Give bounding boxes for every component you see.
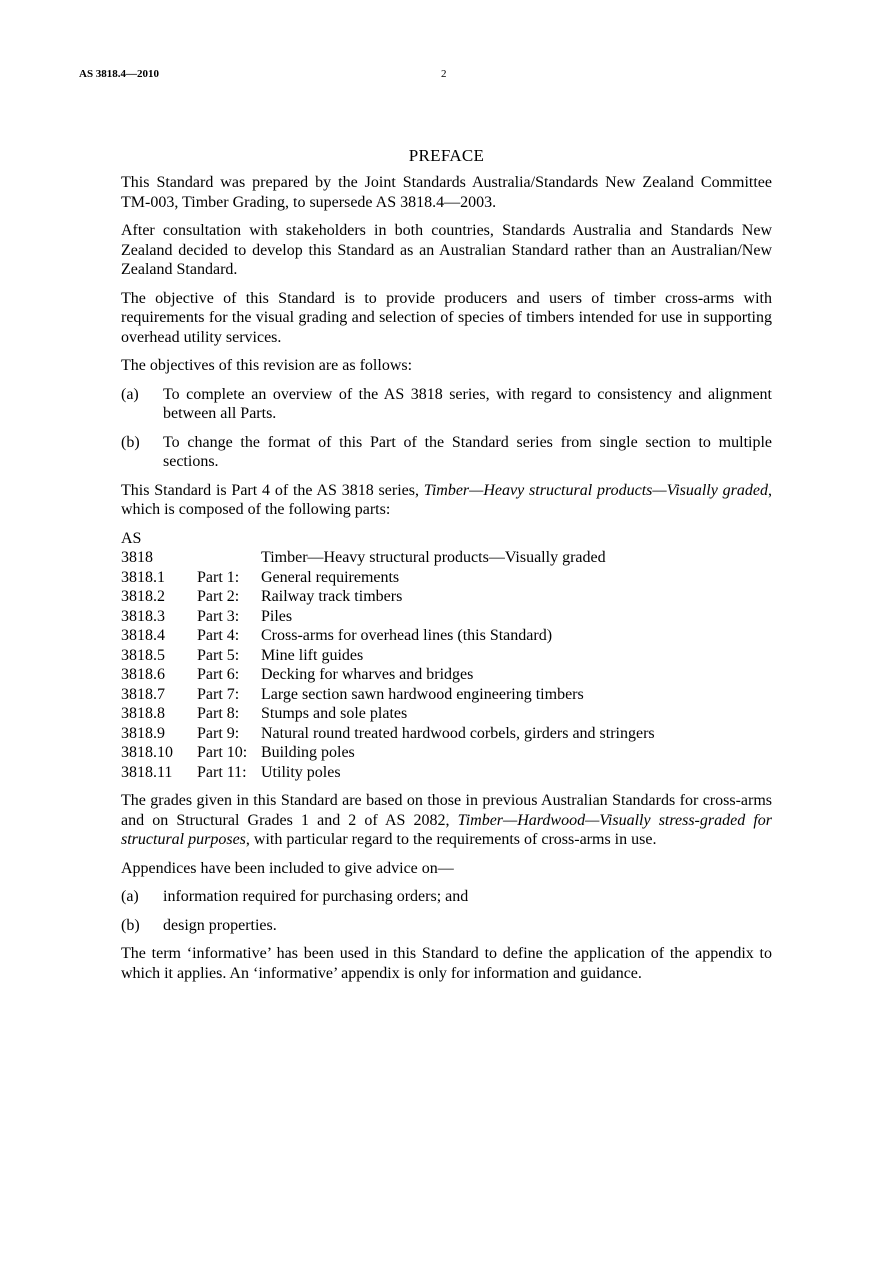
series-text-after: , which is composed of the following parts: xyxy=(121,481,772,518)
part-number: 3818.3 xyxy=(121,607,165,625)
part-title: Natural round treated hardwood corbels, girders and stringers xyxy=(261,724,655,742)
part-number: 3818.7 xyxy=(121,685,165,703)
list-item-text: To complete an overview of the AS 3818 series, with regard to consistency and alignment between all Parts. xyxy=(163,385,772,422)
parts-list-row xyxy=(121,646,772,666)
part-number: 3818.6 xyxy=(121,666,165,683)
part-number: 3818.9 xyxy=(121,724,165,742)
list-item xyxy=(121,385,772,424)
grades-text-before: The grades given in this Standard are based on those in previous Australian Standards for cross-arms and on Structural Grades 1 and 2 of AS 2082, xyxy=(121,792,772,829)
part-number: 3818 xyxy=(121,549,153,566)
paragraph-revision-intro: The objectives of this revision are as follows: xyxy=(121,357,413,374)
part-label: Part 6: xyxy=(197,666,240,683)
parts-list-row xyxy=(121,743,772,763)
part-number: 3818.4 xyxy=(121,627,165,644)
list-item xyxy=(121,433,772,472)
part-label: Part 5: xyxy=(197,646,240,664)
part-title: Mine lift guides xyxy=(261,646,364,664)
list-item-label: (a) xyxy=(121,385,139,403)
part-title: General requirements xyxy=(261,568,400,586)
parts-list-row xyxy=(121,587,772,607)
part-title: Decking for wharves and bridges xyxy=(261,666,474,683)
paragraph-consultation: After consultation with stakeholders in both countries, Standards Australia and Standards New Zealand decided to develop this Standard as an Australian Standard rather than an Australian/New Zealand Standard. xyxy=(121,222,772,278)
parts-list xyxy=(121,529,772,783)
grades-text-after: , with particular regard to the requirements of cross-arms in use. xyxy=(245,831,657,848)
part-title: Piles xyxy=(261,607,293,625)
parts-list-row xyxy=(121,685,772,705)
part-title: Utility poles xyxy=(261,763,341,781)
part-label: Part 7: xyxy=(197,685,240,703)
parts-list-row xyxy=(121,704,772,724)
parts-list-rows xyxy=(121,548,772,782)
part-title: Railway track timbers xyxy=(261,588,403,605)
part-label: Part 9: xyxy=(197,724,240,742)
list-item-label: (b) xyxy=(121,433,140,451)
part-label: Part 8: xyxy=(197,705,240,722)
parts-list-row xyxy=(121,724,772,744)
list-item-label: (a) xyxy=(121,888,139,905)
document-id: AS 3818.4—2010 xyxy=(79,68,160,80)
part-title: Large section sawn hardwood engineering timbers xyxy=(261,685,584,703)
page-title: PREFACE xyxy=(408,146,485,165)
part-title: Building poles xyxy=(261,744,355,761)
paragraph-informative: The term ‘informative’ has been used in this Standard to define the application of the appendix to which it applies. An ‘informative’ appendix is only for information and guidance. xyxy=(121,945,772,982)
part-label: Part 1: xyxy=(197,568,240,586)
list-item-text: design properties. xyxy=(163,916,277,934)
part-number: 3818.1 xyxy=(121,568,165,586)
part-title: Timber—Heavy structural products—Visually graded xyxy=(261,549,606,566)
paragraph-appendices-intro: Appendices have been included to give advice on— xyxy=(121,859,454,877)
part-number: 3818.11 xyxy=(121,763,173,781)
list-item-text: information required for purchasing orders; and xyxy=(163,888,469,905)
list-item-label: (b) xyxy=(121,916,140,934)
part-number: 3818.8 xyxy=(121,705,165,722)
parts-list-row xyxy=(121,607,772,627)
part-title: Stumps and sole plates xyxy=(261,705,408,722)
parts-list-row xyxy=(121,626,772,646)
page-number: 2 xyxy=(441,68,447,80)
list-item xyxy=(121,887,772,907)
list-item xyxy=(121,916,772,936)
parts-list-row xyxy=(121,568,772,588)
parts-list-heading: AS xyxy=(121,529,142,547)
part-label xyxy=(197,548,261,568)
parts-list-row xyxy=(121,665,772,685)
part-number: 3818.2 xyxy=(121,588,165,605)
part-label: Part 10: xyxy=(197,744,248,761)
part-title: Cross-arms for overhead lines (this Standard) xyxy=(261,627,553,644)
list-item-text: To change the format of this Part of the Standard series from single section to multiple sections. xyxy=(163,433,772,470)
page-content xyxy=(121,145,772,992)
part-number: 3818.10 xyxy=(121,744,173,761)
paragraph-grades xyxy=(121,791,772,850)
parts-list-row xyxy=(121,763,772,783)
paragraph-series xyxy=(121,481,772,520)
part-label: Part 4: xyxy=(197,627,240,644)
series-title: Timber—Heavy structural products—Visually graded xyxy=(423,481,768,499)
part-number: 3818.5 xyxy=(121,646,165,664)
parts-list-row xyxy=(121,548,772,568)
part-label: Part 3: xyxy=(197,607,240,625)
part-label: Part 11: xyxy=(197,763,247,781)
paragraph-objective: The objective of this Standard is to provide producers and users of timber cross-arms with requirements for the visual grading and selection of species of timbers intended for use in supporting overhead utility services. xyxy=(121,289,772,346)
series-text-before: This Standard is Part 4 of the AS 3818 series, xyxy=(121,481,424,499)
paragraph-preparation: This Standard was prepared by the Joint Standards Australia/Standards New Zealand Committee TM-003, Timber Grading, to supersede AS 3818.4—2003. xyxy=(121,174,772,211)
grades-referenced-title: Timber—Hardwood—Visually stress-graded for structural purposes xyxy=(121,811,772,848)
part-label: Part 2: xyxy=(197,588,240,605)
